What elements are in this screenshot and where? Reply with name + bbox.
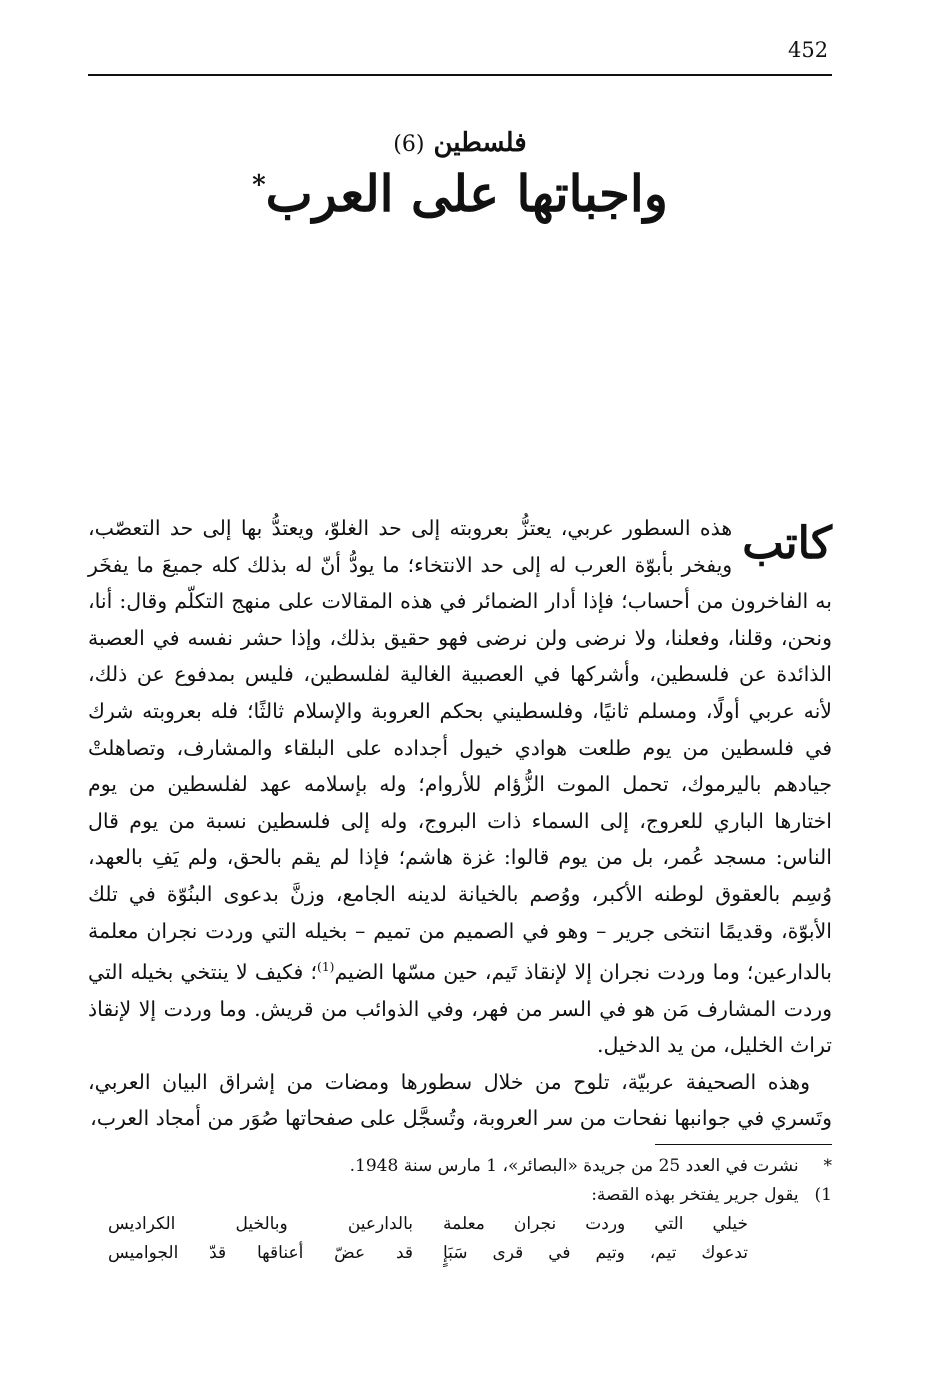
footnote-reference[interactable]: (1) — [317, 960, 335, 975]
footnote-text: نشرت في العدد 25 من جريدة «البصائر»، 1 مارس سنة 1948. — [349, 1156, 799, 1176]
header-rule — [88, 74, 832, 76]
footnote-1 — [88, 1181, 832, 1210]
article-kicker — [88, 128, 832, 158]
paragraph — [88, 510, 832, 1064]
footnotes — [88, 1152, 832, 1268]
verse-second-half: قد عضّ أعناقها قدّ الجواميس — [108, 1243, 413, 1263]
kicker-text: فلسطين — [433, 128, 527, 158]
footnote-marker: * — [823, 1156, 832, 1176]
paragraph: وهذه الصحيفة عربيّة، تلوح من خلال سطورها ومضات من إشراق البيان العربي، وتَسري في جوانبها نفحات من سر العروبة، وتُسجَّل على صفحاتها صُوَر من أمجاد العرب، — [88, 1069, 832, 1131]
verse-gap — [413, 1239, 443, 1268]
verse-second-half: بالدارعين وبالخيل الكراديس — [108, 1214, 413, 1234]
verse-first-half: تدعوك تيم، وتيم في قرى سَبَإٍ — [443, 1243, 748, 1263]
drop-cap: كاتب — [742, 518, 832, 569]
footnote-rule — [655, 1144, 832, 1145]
title-footnote-mark: * — [252, 170, 266, 201]
verse-gap — [413, 1210, 443, 1239]
verse-row — [88, 1239, 832, 1268]
kicker-number: (6) — [393, 132, 425, 157]
footnote-text: يقول جرير يفتخر بهذه القصة: — [591, 1185, 799, 1205]
verse-row — [88, 1210, 832, 1239]
article-title — [88, 164, 832, 223]
page-number: 452 — [788, 38, 829, 62]
verse-first-half: خيلي التي وردت نجران معلمة — [443, 1214, 748, 1234]
paragraph-text: هذه السطور عربي، يعتزُّ بعروبته إلى حد الغلوّ، ويعتدُّ بها إلى حد التعصّب، ويفخر بأبوّة العرب له إلى حد الانتخاء؛ ما يودُّ أنّ له بذلك كله جميعَ ما يفخَر به الفاخرون من أحساب؛ فإذا أدار الضمائر في هذه المقالات على منهج التكلّم وقال: أنا، ونحن، وقلنا، وفعلنا، ولا نرضى ولن نرضى فهو حقيق بذلك، وإذا حشر نفسه في العصبة الذائدة عن فلسطين، وأشركها في العصبية الغالية لفلسطين، فليس بمدفوع عن ذلك، لأنه عربي أولًا، ومسلم ثانيًا، وفلسطيني بحكم العروبة والإسلام ثالثًا؛ فله بعروبته شرك في فلسطين من يوم طلعت هوادي خيول أجداده على البلقاء والمشارف، وتصاهلتْ جيادهم باليرموك، تحمل الموت الزُّؤام للأروام؛ وله بإسلامه عهد لفلسطين من يوم اختارها الباري للعروج، إلى السماء ذات البروج، وله إلى فلسطين نسبة من يوم قال الناس: مسجد عُمر، بل من يوم قالوا: غزة هاشم؛ فإذا لم يقم بالحق، ولم يَفِ بالعهد، وُسِم بالعقوق لوطنه الأكبر، ووُصم بالخيانة لدينه الجامع، وزنَّ بدعوى البنُوّة في تلك الأبوّة، وقديمًا انتخى جرير – وهو في الصميم من تميم – بخيله التي وردت نجران معلمة بالدارعين؛ وما وردت نجران إلا لإنقاذ تَيم، حين مسّها الضيم — [88, 516, 832, 984]
paragraph-text-end: ؛ فكيف لا ينتخي بخيله التي وردت المشارف مَن هو في السر من فهر، وفي الذوائب من قريش. وما وردت إلا لإنقاذ تراث الخليل، من يد الدخيل. — [88, 959, 832, 1058]
article-body — [88, 510, 832, 1137]
title-text: واجباتها على العرب — [265, 164, 668, 223]
footnote-star — [88, 1152, 832, 1181]
footnote-marker: 1) — [814, 1185, 832, 1205]
